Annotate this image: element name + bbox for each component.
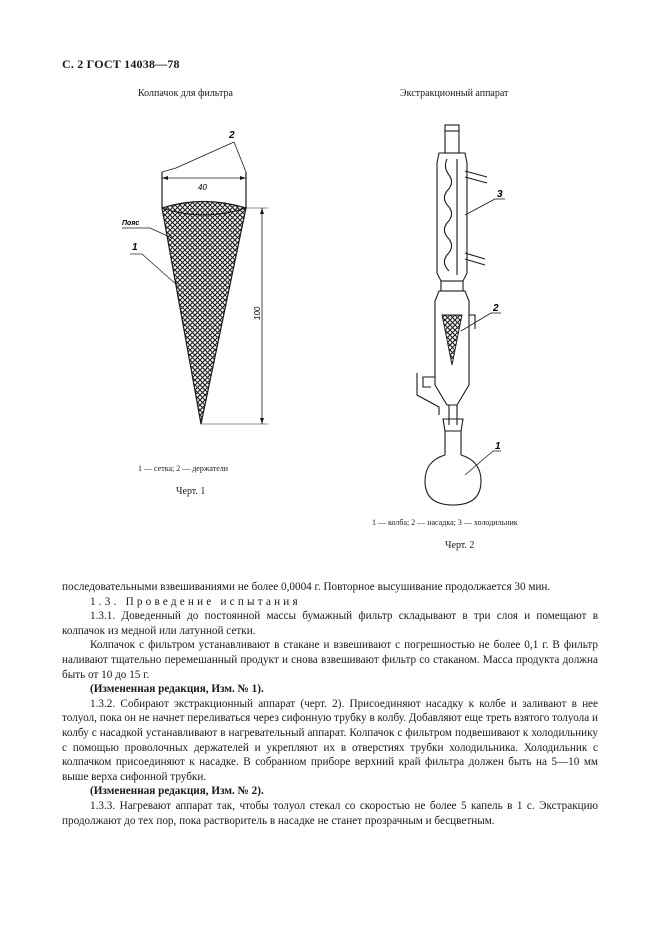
figure2-legend: 1 — колба; 2 — насадка; 3 — холодильник — [372, 518, 518, 527]
fig2-callout-1: 1 — [495, 441, 501, 452]
amendment-note-1: (Измененная редакция, Изм. № 1). — [90, 683, 264, 696]
section-heading-1-3: 1.3. Проведение испытания — [90, 595, 301, 608]
paragraph-1-3-1: 1.3.1. Доведенный до постоянной массы бумажный фильтр складывают в три слоя и помещают в колпачок из медной или латунной сетки. — [62, 610, 598, 637]
amendment-note-2: (Измененная редакция, Изм. № 2). — [90, 785, 264, 798]
dim-height: 100 — [253, 306, 262, 320]
siphon-tube — [417, 373, 439, 415]
filter-belt-label: Пояс — [122, 220, 140, 227]
page-header: С. 2 ГОСТ 14038—78 — [62, 57, 180, 71]
fig2-callout-2: 2 — [493, 303, 499, 314]
fig1-callout-2: 2 — [229, 130, 235, 141]
condenser-coil — [444, 159, 451, 271]
body-text — [62, 580, 598, 828]
flask — [425, 455, 481, 505]
fig2-callout-3: 3 — [497, 189, 503, 200]
paragraph-continued: последовательными взвешиваниями не более 0,0004 г. Повторное высушивание продолжается 30 мин. — [62, 581, 551, 593]
figure1-caption: Черт. 1 — [176, 486, 206, 497]
figure2-drawing — [395, 115, 545, 515]
figure1-drawing — [100, 120, 300, 460]
paragraph-weighing: Колпачок с фильтром устанавливают в стакане и взвешивают с погрешностью не более 0,1 г. В фильтр наливают тщательно перемешанный продукт и снова взвешивают фильтр со стаканом. Масса продукта должна быть от 10 до 15 г. — [62, 639, 598, 681]
figure2-title: Экстракционный аппарат — [400, 88, 509, 99]
figure1-legend: 1 — сетка; 2 — держатели — [138, 464, 229, 473]
fig1-callout-1: 1 — [132, 242, 138, 253]
dim-width: 40 — [198, 183, 207, 192]
figure2-caption: Черт. 2 — [445, 540, 475, 551]
mesh-cone — [162, 202, 246, 425]
paragraph-1-3-3: 1.3.3. Нагревают аппарат так, чтобы толуол стекал со скоростью не более 5 капель в 1 с. Экстракцию продолжают до тех пор, пока растворитель в насадке не станет прозрачным и бесцветным. — [62, 799, 598, 827]
extractor-cone — [442, 315, 462, 365]
paragraph-1-3-2: 1.3.2. Собирают экстракционный аппарат (черт. 2). Присоединяют насадку к колбе и заливают в нее толуол, пока он не начнет переливаться через сифонную трубку в колбу. Добавляют еще треть взятого толуола и колбу с насадкой устанавливают в нагревательный аппарат. Колпачок с фильтром подвешивают к холодильнику с помощью проволочных держателей и укрепляют их в отверстиях трубки холодильника. Холодильник с колпачком присоединяют к насадке. В собранном приборе верхний край фильтра должен быть на 5—10 мм выше верха сифонной трубки. — [62, 697, 598, 783]
figure1-title: Колпачок для фильтра — [138, 88, 233, 99]
condenser-jacket — [437, 153, 467, 281]
